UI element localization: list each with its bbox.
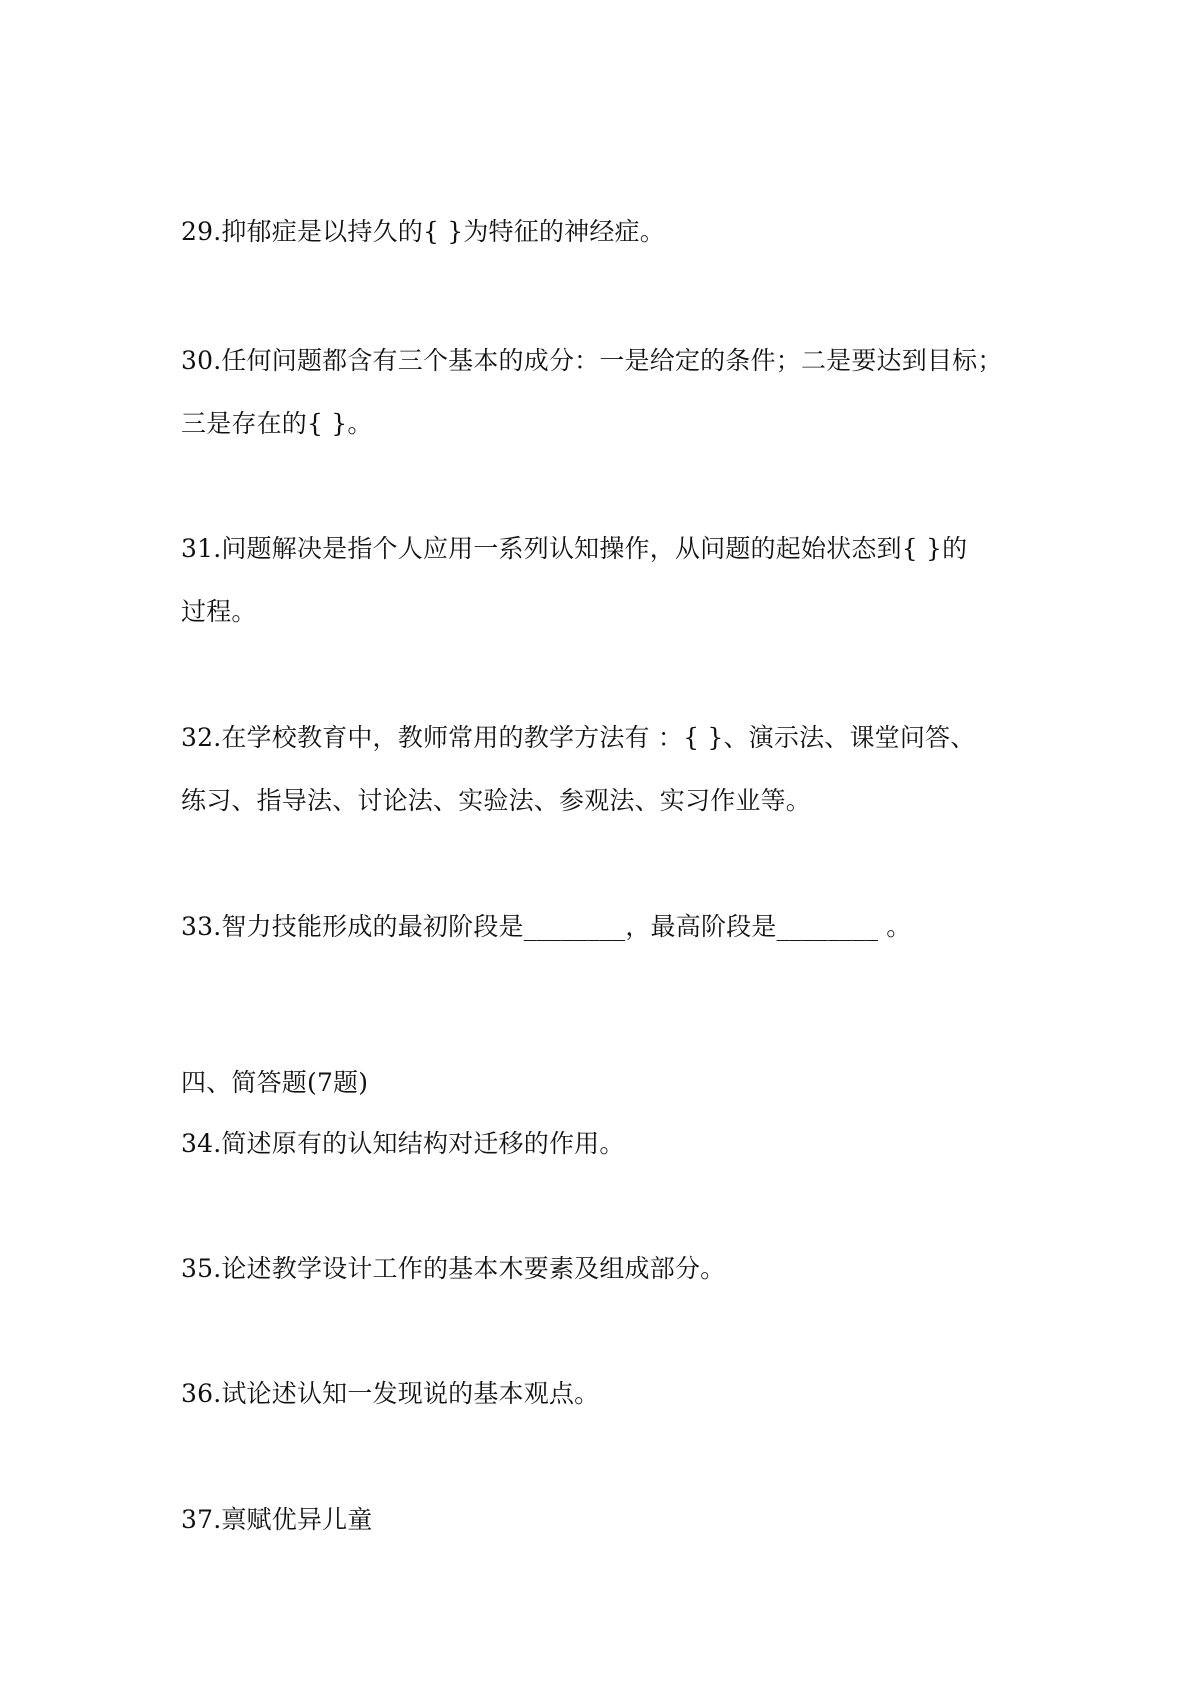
question-29: 29.抑郁症是以持久的{ }为特征的神经症。 [181, 217, 665, 246]
question-35: 35.论述教学设计工作的基本木要素及组成部分。 [181, 1254, 726, 1283]
question-30-line-2: 三是存在的{ }。 [181, 409, 373, 438]
question-31-line-2: 过程。 [181, 597, 257, 626]
question-32-line-1: 32.在学校教育中，教师常用的教学方法有 ：{ }、演示法、课堂问答、 [181, 723, 976, 752]
question-31-line-1: 31.问题解决是指个人应用一系列认知操作，从问题的起始状态到{ }的 [181, 534, 968, 563]
question-36: 36.试论述认知一发现说的基本观点。 [181, 1379, 600, 1408]
question-30-line-1: 30.任何问题都含有三个基本的成分：一是给定的条件；二是要达到目标； [181, 346, 1003, 375]
question-37: 37.禀赋优异儿童 [181, 1505, 373, 1534]
question-34: 34.简述原有的认知结构对迁移的作用。 [181, 1129, 625, 1158]
section-heading: 四、简答题(7题) [181, 1068, 369, 1097]
question-33: 33.智力技能形成的最初阶段是________，最高阶段是________ 。 [181, 912, 912, 941]
question-32-line-2: 练习、指导法、讨论法、实验法、参观法、实习作业等。 [181, 786, 812, 815]
